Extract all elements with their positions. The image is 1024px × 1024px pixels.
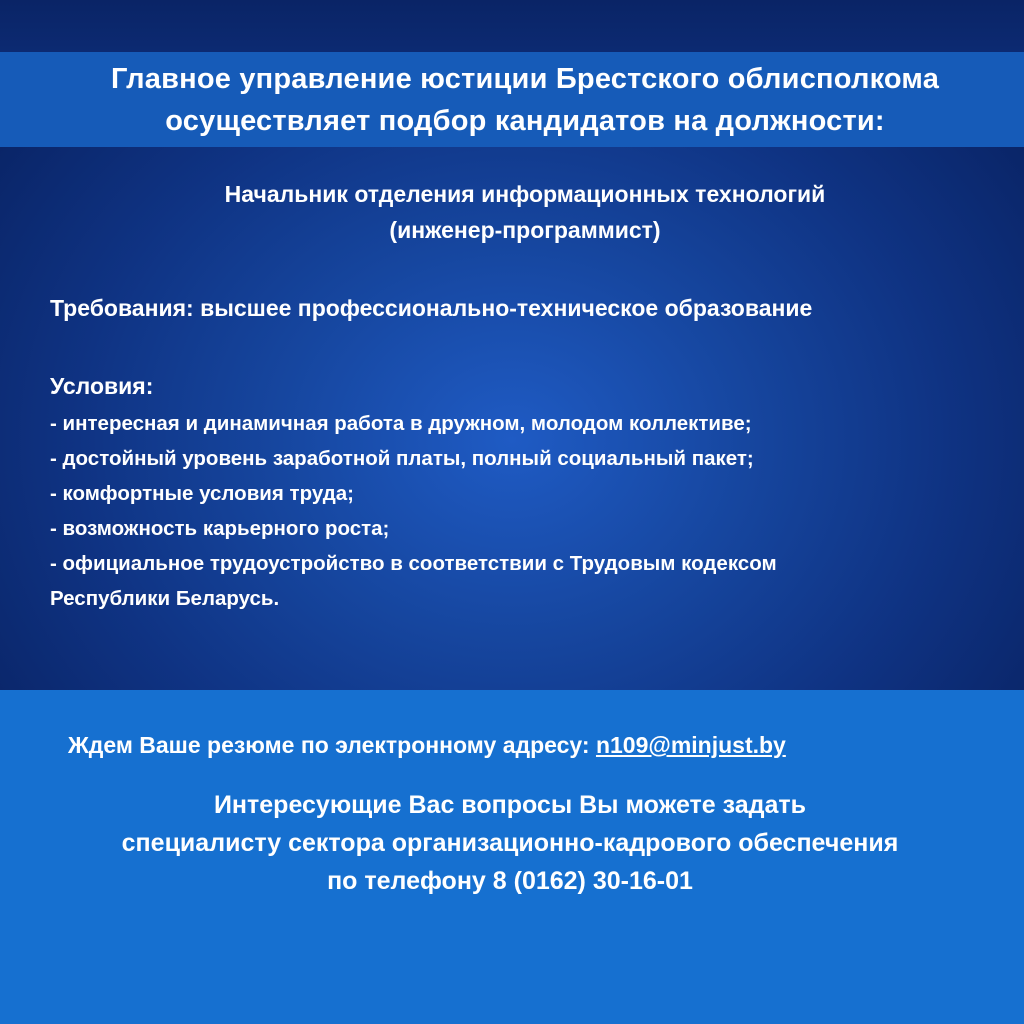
position-title-line1: Начальник отделения информационных технологий bbox=[224, 181, 826, 207]
resume-text: Ждем Ваше резюме по электронному адресу: bbox=[68, 732, 596, 758]
header-title bbox=[30, 58, 1020, 142]
contact-line1: Интересующие Вас вопросы Вы можете задать bbox=[213, 791, 807, 819]
conditions-item: - официальное трудоустройство в соответствии с Трудовым кодексом bbox=[50, 552, 777, 575]
contact-phone-line: по телефону 8 (0162) 30-16-01 bbox=[327, 867, 693, 895]
contact-info bbox=[20, 786, 1000, 900]
position-title-line2: (инженер-программист) bbox=[389, 217, 661, 243]
requirements-text: Требования: высшее профессионально-техническое образование bbox=[50, 295, 813, 321]
contact-line2: специалисту сектора организационно-кадрового обеспечения bbox=[121, 829, 899, 857]
email-link[interactable]: n109@minjust.by bbox=[595, 732, 786, 758]
header-title-line1: Главное управление юстиции Брестского облисполкома bbox=[110, 63, 940, 95]
conditions-item: - достойный уровень заработной платы, полный социальный пакет; bbox=[50, 447, 754, 470]
conditions-item: Республики Беларусь. bbox=[50, 587, 280, 610]
conditions-item: - комфортные условия труда; bbox=[50, 482, 354, 505]
conditions-heading: Условия: bbox=[50, 373, 154, 399]
resume-line bbox=[68, 728, 1008, 762]
conditions-item: - интересная и динамичная работа в дружном, молодом коллективе; bbox=[50, 412, 752, 435]
conditions-item: - возможность карьерного роста; bbox=[50, 517, 390, 540]
conditions-section bbox=[50, 370, 1010, 616]
top-strip bbox=[0, 0, 1024, 52]
header-title-line2: осуществляет подбор кандидатов на должности: bbox=[165, 105, 885, 137]
position-title bbox=[50, 176, 1000, 248]
conditions-list bbox=[50, 406, 1010, 616]
